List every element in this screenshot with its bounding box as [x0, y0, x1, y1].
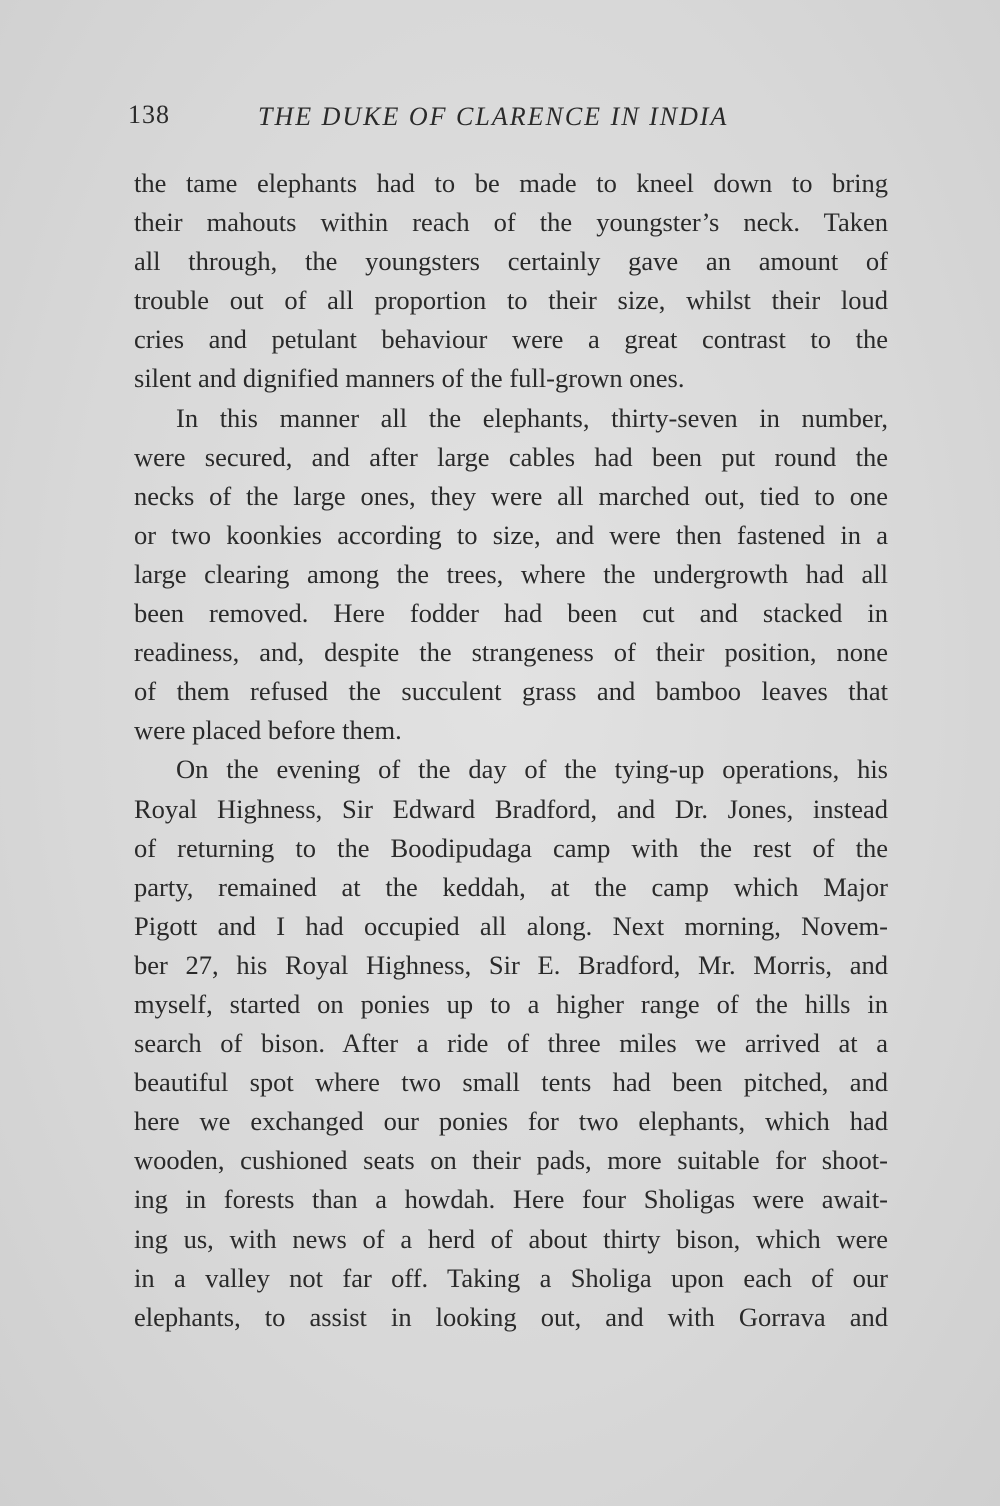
text-line: Pigott and I had occupied all along. Next morning, Novem-: [134, 910, 888, 941]
text-line: ing us, with news of a herd of about thirty bison, which were: [134, 1223, 888, 1254]
text-line: of them refused the succulent grass and bamboo leaves that: [134, 676, 888, 707]
text-line: large clearing among the trees, where the undergrowth had all: [134, 558, 888, 589]
text-line: trouble out of all proportion to their size, whilst their loud: [134, 285, 888, 316]
paragraph-1: [134, 164, 888, 399]
text-line: search of bison. After a ride of three miles we arrived at a: [134, 1028, 888, 1059]
text-line: silent and dignified manners of the full-grown ones.: [134, 363, 685, 394]
text-line: of returning to the Boodipudaga camp with the rest of the: [134, 832, 888, 863]
paragraph-2: [134, 399, 888, 751]
text-line: wooden, cushioned seats on their pads, more suitable for shoot-: [134, 1145, 888, 1176]
text-line: the tame elephants had to be made to kneel down to bring: [134, 168, 888, 198]
text-line: readiness, and, despite the strangeness of their position, none: [134, 637, 888, 668]
text-line: myself, started on ponies up to a higher range of the hills in: [134, 988, 888, 1019]
text-line: been removed. Here fodder had been cut and stacked in: [134, 598, 888, 629]
text-line: ing in forests than a howdah. Here four Sholigas were await-: [134, 1184, 888, 1215]
text-line: all through, the youngsters certainly gave an amount of: [134, 246, 888, 277]
text-line: here we exchanged our ponies for two elephants, which had: [134, 1106, 888, 1137]
text-line: in a valley not far off. Taking a Sholiga upon each of our: [134, 1262, 888, 1293]
text-line: party, remained at the keddah, at the camp which Major: [134, 871, 888, 902]
text-line: cries and petulant behaviour were a great contrast to the: [134, 324, 888, 355]
running-title: THE DUKE OF CLARENCE IN INDIA: [258, 102, 729, 131]
text-line: necks of the large ones, they were all marched out, tied to one: [134, 480, 888, 511]
text-line: ber 27, his Royal Highness, Sir E. Bradford, Mr. Morris, and: [134, 949, 888, 980]
text-line: beautiful spot where two small tents had been pitched, and: [134, 1067, 888, 1098]
text-line: were placed before them.: [134, 715, 402, 746]
body-text: [134, 164, 888, 1337]
text-line: Royal Highness, Sir Edward Bradford, and Dr. Jones, instead: [134, 793, 888, 824]
text-line: On the evening of the day of the tying-up operations, his: [176, 754, 888, 785]
text-line: their mahouts within reach of the youngster’s neck. Taken: [134, 207, 888, 238]
paragraph-3: [134, 750, 888, 1336]
text-line: or two koonkies according to size, and were then fastened in a: [134, 519, 888, 550]
page-number: 138: [128, 100, 170, 129]
running-head: [128, 100, 768, 140]
text-line: elephants, to assist in looking out, and with Gorrava and: [134, 1301, 888, 1332]
text-line: In this manner all the elephants, thirty-seven in number,: [176, 402, 888, 433]
text-line: were secured, and after large cables had been put round the: [134, 441, 888, 472]
